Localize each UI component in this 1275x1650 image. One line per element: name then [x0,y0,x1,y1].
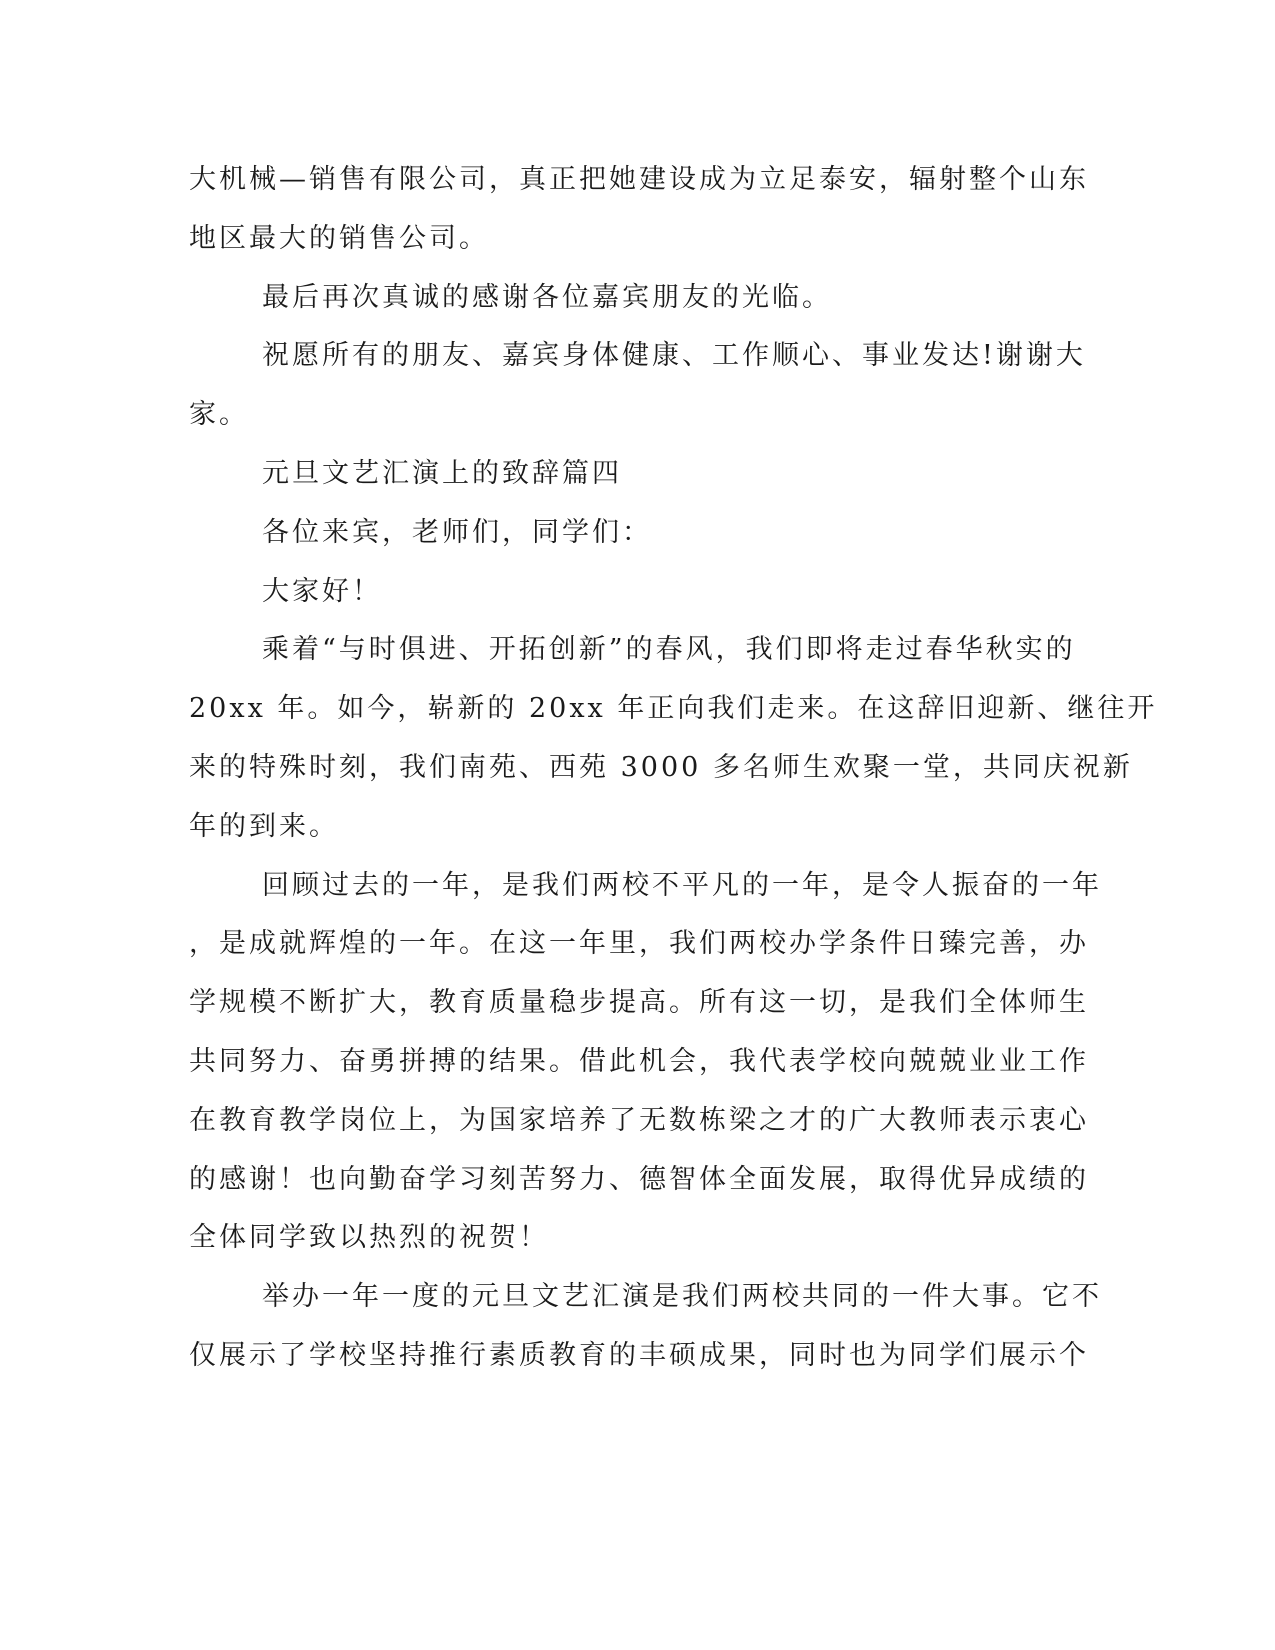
text-line: ，是成就辉煌的一年。在这一年里，我们两校办学条件日臻完善，办 [189,928,1089,959]
text-line: 祝愿所有的朋友、嘉宾身体健康、工作顺心、事业发达!谢谢大 [262,340,1086,371]
text-line: 地区最大的销售公司。 [189,223,489,254]
text-line: 年的到来。 [189,811,339,842]
text-line: 学规模不断扩大，教育质量稳步提高。所有这一切，是我们全体师生 [189,987,1089,1018]
text-line: 乘着“与时俱进、开拓创新”的春风，我们即将走过春华秋实的 [262,634,1076,665]
text-line: 仅展示了学校坚持推行素质教育的丰硕成果，同时也为同学们展示个 [189,1340,1089,1371]
section-heading: 元旦文艺汇演上的致辞篇四 [262,458,622,489]
text-line: 来的特殊时刻，我们南苑、西苑 3000 多名师生欢聚一堂，共同庆祝新 [189,752,1133,783]
greeting: 大家好！ [262,576,382,607]
text-line: 回顾过去的一年，是我们两校不平凡的一年，是令人振奋的一年 [262,870,1102,901]
text-line: 大机械—销售有限公司，真正把她建设成为立足泰安，辐射整个山东 [189,164,1089,195]
text-line: 家。 [189,399,249,430]
text-line: 最后再次真诚的感谢各位嘉宾朋友的光临。 [262,282,832,313]
text-line: 在教育教学岗位上，为国家培养了无数栋梁之才的广大教师表示衷心 [189,1105,1089,1136]
text-line: 举办一年一度的元旦文艺汇演是我们两校共同的一件大事。它不 [262,1281,1102,1312]
text-line: 全体同学致以热烈的祝贺！ [189,1222,549,1253]
salutation: 各位来宾，老师们，同学们： [262,517,652,548]
text-line: 的感谢！也向勤奋学习刻苦努力、德智体全面发展，取得优异成绩的 [189,1164,1089,1195]
text-line: 20xx 年。如今，崭新的 20xx 年正向我们走来。在这辞旧迎新、继往开 [189,693,1158,724]
text-line: 共同努力、奋勇拼搏的结果。借此机会，我代表学校向兢兢业业工作 [189,1046,1089,1077]
